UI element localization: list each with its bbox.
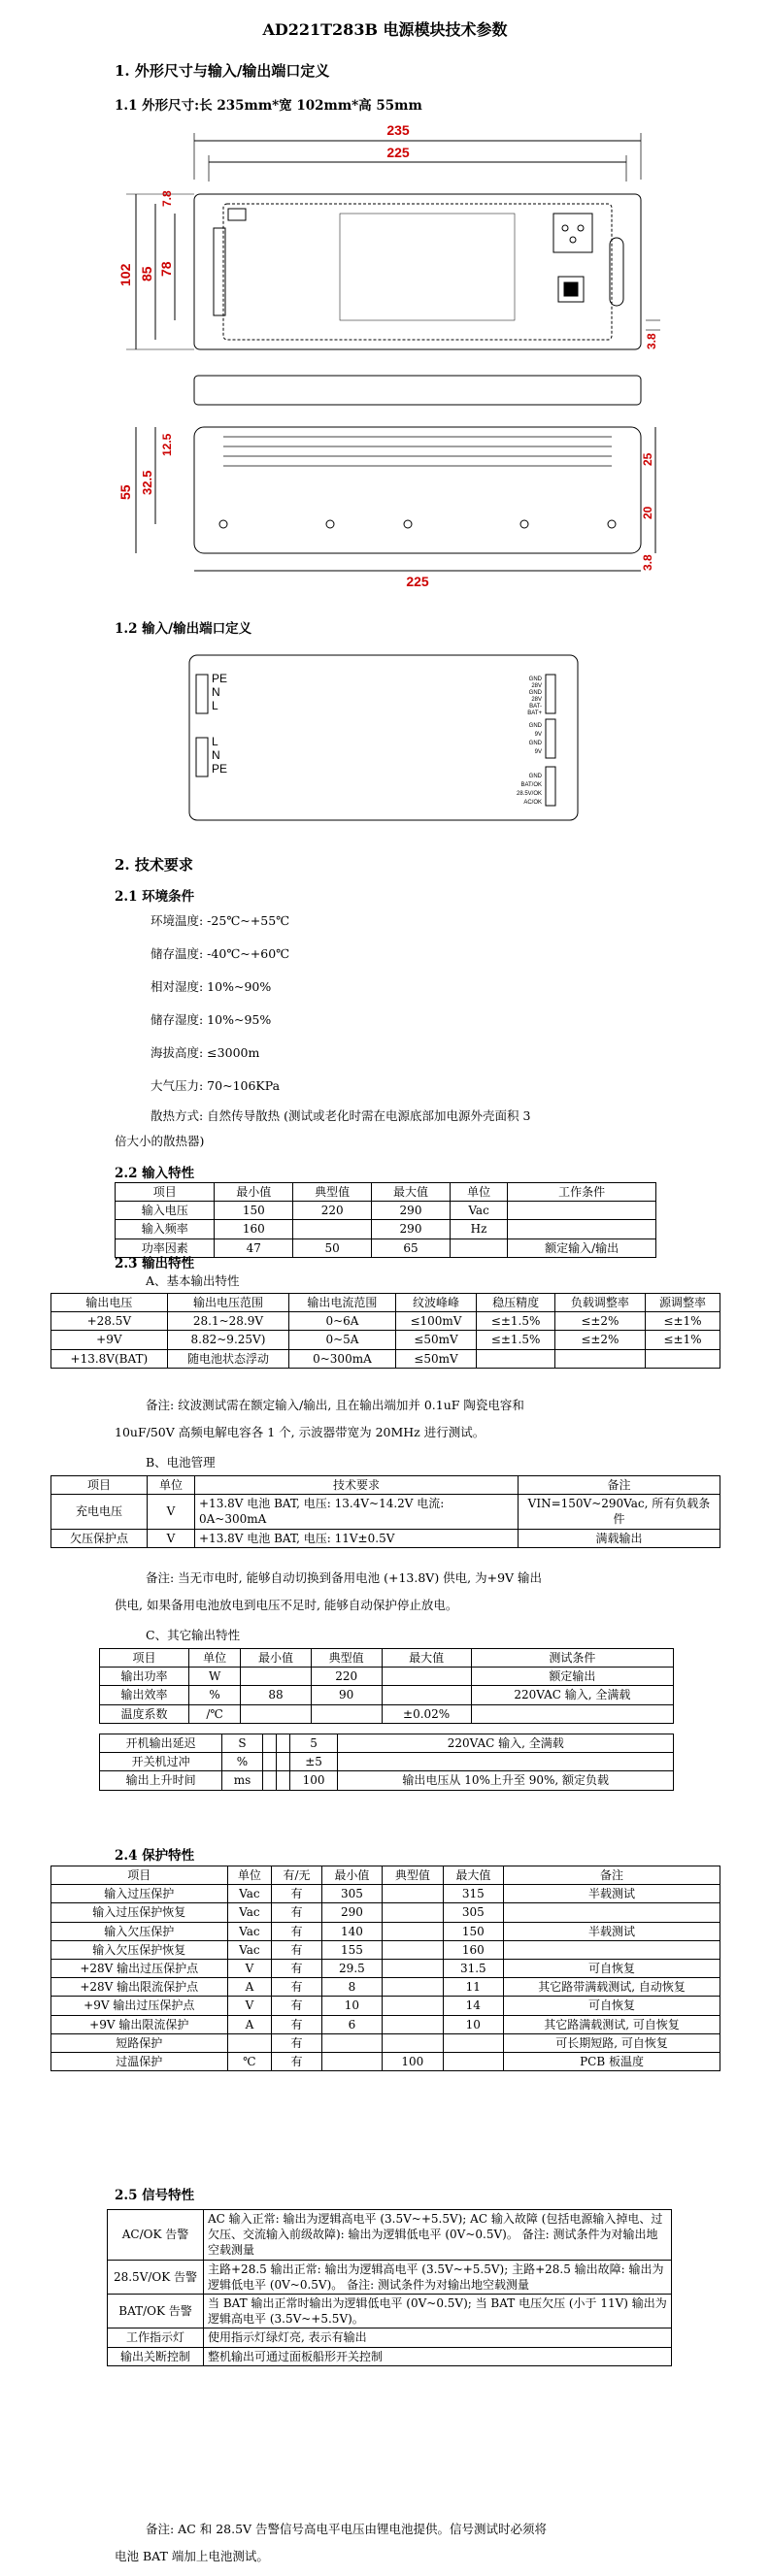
port-label: PE (212, 762, 228, 776)
protection-table: 项目 单位 有/无 最小值 典型值 最大值 备注 输入过压保护 Vac 有 305 315 半载测试 输入过压保护恢复 Vac 有 290 305 输入欠压保护 Vac 有 140 150 半载测试 输入欠压保护恢复 Vac 有 155 160 +28V 输出过压保护点 V 有 29.5 31.5 可自恢复 +28V 输出限流保护点 A 有 8 11 其它路带满载测试, 自动恢复 +9V 输出过压保护点 V 有 10 14 可自恢复 +9V 输出限流保护 A 有 6 10 其它路满载测试, 可自恢复 短路保护 有 可长期短路, 可自恢复 过温保护 ℃ 有 100 PCB 板温度 (50, 1866, 720, 2071)
section-2-heading: 2. 技术要求 (115, 856, 193, 874)
port-label: 9V (534, 732, 542, 738)
port-label: GND (528, 741, 542, 746)
port-label: 9V (534, 749, 542, 755)
table-row: +9V 输出限流保护 A 有 6 10 其它路满载测试, 可自恢复 (51, 2015, 720, 2033)
port-label: GND (528, 774, 542, 779)
output-a-note-2: 10uF/50V 高频电解电容各 1 个, 示波器带宽为 20MHz 进行测试。 (115, 1425, 485, 1439)
env-item: 海拔高度: ≤3000m (151, 1045, 260, 1060)
port-label: BAT/OK (520, 782, 542, 788)
output-c-label: C、其它输出特性 (146, 1628, 241, 1642)
signal-note-2: 电池 BAT 端加上电池测试。 (115, 2549, 269, 2563)
input-table: 项目 最小值 典型值 最大值 单位 工作条件 输入电压 150 220 290 Vac 输入频率 160 290 Hz 功率因素 47 50 65 额定输入/输出 (115, 1182, 656, 1258)
port-right-a-labels (527, 677, 542, 716)
dim-3-8-side: 3.8 (641, 554, 654, 571)
table-row: +28V 输出限流保护点 A 有 8 11 其它路带满载测试, 自动恢复 (51, 1978, 720, 1997)
section-1-1-heading: 1.1 外形尺寸:长 235mm*宽 102mm*高 55mm (115, 98, 422, 114)
dim-225-side: 225 (406, 574, 429, 589)
table-row: 短路保护 有 可长期短路, 可自恢复 (51, 2033, 720, 2052)
port-right-c-labels (517, 774, 543, 806)
port-label: 28V (531, 683, 542, 689)
protection-heading: 2.4 保护特性 (115, 1848, 195, 1864)
output-heading: 2.3 输出特性 (115, 1256, 195, 1271)
port-label: L (212, 735, 218, 748)
table-row: +9V 输出过压保护点 V 有 10 14 可自恢复 (51, 1997, 720, 2015)
table-row: 输出功率 W 220 额定输出 (100, 1668, 674, 1686)
dim-32-5: 32.5 (140, 470, 154, 495)
env-list (151, 905, 289, 1103)
port-label: 28V (531, 697, 542, 703)
dim-225-top: 225 (386, 145, 410, 160)
table-row: 输入过压保护 Vac 有 305 315 半载测试 (51, 1885, 720, 1903)
table-row: 输出关断控制 整机输出可通过面板船形开关控制 (108, 2347, 672, 2365)
dim-20: 20 (641, 506, 654, 519)
dim-235: 235 (386, 122, 410, 138)
table-row: 28.5V/OK 告警 主路+28.5 输出正常: 输出为逻辑高电平 (3.5V~+5.5V); 主路+28.5 输出故障: 输出为逻辑低电平 (0V~0.5V)。 备注: 测试条件为对输出地空载测量 (108, 2260, 672, 2294)
port-label: GND (528, 677, 542, 682)
port-definition-drawing (175, 645, 592, 830)
table-row: 输入欠压保护 Vac 有 140 150 半载测试 (51, 1922, 720, 1940)
table-row: +28V 输出过压保护点 V 有 29.5 31.5 可自恢复 (51, 1959, 720, 1977)
port-label: GND (528, 690, 542, 696)
port-label: N (212, 685, 220, 699)
table-row: +13.8V(BAT) 随电池状态浮动 0~300mA ≤50mV (51, 1349, 720, 1368)
table-row: 输入过压保护恢复 Vac 有 290 305 (51, 1903, 720, 1922)
port-left-top-labels (212, 672, 227, 712)
output-a-label: A、基本输出特性 (146, 1273, 240, 1288)
port-label: AC/OK (523, 800, 542, 806)
table-row: 开机输出延迟 S 5 220VAC 输入, 全满载 (100, 1734, 674, 1753)
env-heading: 2.1 环境条件 (115, 889, 195, 905)
input-heading: 2.2 输入特性 (115, 1166, 195, 1181)
port-label: BAT+ (527, 710, 542, 716)
port-left-bottom-labels (212, 735, 227, 776)
table-row: +28.5V 28.1~28.9V 0~6A ≤100mV ≤±1.5% ≤±2% ≤±1% (51, 1312, 720, 1331)
table-row: AC/OK 告警 AC 输入正常: 输出为逻辑高电平 (3.5V~+5.5V); AC 输入故障 (包括电源输入掉电、过欠压、交流输入前级故障): 输出为逻辑低电平 (0V~0.5V)。 备注: 测试条件为对输出地空载测量 (108, 2210, 672, 2261)
port-right-b-labels (529, 723, 543, 755)
dim-85: 85 (139, 266, 154, 281)
table-row: 温度系数 /℃ ±0.02% (100, 1704, 674, 1723)
output-b-label: B、电池管理 (146, 1455, 216, 1470)
signal-heading: 2.5 信号特性 (115, 2188, 195, 2203)
top-view-drawing (117, 121, 660, 408)
port-label: L (212, 699, 218, 712)
table-row: +9V 8.82~9.25V) 0~5A ≤50mV ≤±1.5% ≤±2% ≤±1% (51, 1331, 720, 1349)
table-row: 充电电压 V +13.8V 电池 BAT, 电压: 13.4V~14.2V 电流: 0A~300mA VIN=150V~290Vac, 所有负载条件 (51, 1495, 720, 1529)
env-cooling-line1: 散热方式: 自然传导散热 (测试或老化时需在电源底部加电源外壳面积 3 (151, 1108, 531, 1123)
port-label: GND (528, 723, 542, 729)
env-item: 环境温度: -25℃~+55℃ (151, 913, 290, 928)
dim-25: 25 (641, 452, 654, 466)
env-cooling-line2: 倍大小的散热器) (115, 1134, 205, 1148)
table-row: 输出效率 % 88 90 220VAC 输入, 全满载 (100, 1686, 674, 1704)
dim-55: 55 (117, 484, 133, 500)
side-view-drawing (117, 408, 660, 592)
signal-note-1: 备注: AC 和 28.5V 告警信号高电平电压由锂电池提供。信号测试时必须将 (146, 2522, 548, 2536)
section-1-2-heading: 1.2 输入/输出端口定义 (115, 621, 252, 637)
dim-102: 102 (117, 263, 133, 286)
env-item: 储存湿度: 10%~95% (151, 1012, 272, 1027)
dim-3-8-top: 3.8 (645, 333, 658, 349)
doc-title: AD221T283B 电源模块技术参数 (262, 20, 508, 39)
other-output-table-2 (99, 1734, 674, 1791)
table-row: 开关机过冲 % ±5 (100, 1753, 674, 1771)
dim-7-8: 7.8 (160, 190, 174, 207)
port-label: 28.5V/OK (516, 791, 542, 797)
table-row: 功率因素 47 50 65 额定输入/输出 (116, 1238, 656, 1257)
table-row: 输入频率 160 290 Hz (116, 1220, 656, 1238)
table-row: 输入欠压保护恢复 Vac 有 155 160 (51, 1940, 720, 1959)
output-b-note-1: 备注: 当无市电时, 能够自动切换到备用电池 (+13.8V) 供电, 为+9V 输出 (146, 1570, 543, 1585)
table-row: 输出上升时间 ms 100 输出电压从 10%上升至 90%, 额定负载 (100, 1771, 674, 1790)
port-label: PE (212, 672, 228, 685)
port-label: N (212, 748, 220, 762)
dim-78: 78 (158, 261, 174, 277)
table-row: BAT/OK 告警 当 BAT 输出正常时输出为逻辑低电平 (0V~0.5V); 当 BAT 电压欠压 (小于 11V) 输出为逻辑高电平 (3.5V~+5.5V)。 (108, 2294, 672, 2328)
env-item: 相对湿度: 10%~90% (151, 979, 272, 994)
section-1-heading: 1. 外形尺寸与输入/输出端口定义 (115, 62, 330, 80)
output-b-note-2: 供电, 如果备用电池放电到电压不足时, 能够自动保护停止放电。 (115, 1598, 458, 1612)
output-basic-table: 输出电压 输出电压范围 输出电流范围 纹波峰峰 稳压精度 负载调整率 源调整率 +28.5V 28.1~28.9V 0~6A ≤100mV ≤±1.5% ≤±2% ≤±1% +9V 8.82~9.25V) 0~5A ≤50mV ≤±1.5% ≤±2% ≤±1% +13.8V(BAT) 随电池状态浮动 0~300mA ≤50mV (50, 1293, 720, 1369)
signal-table (107, 2209, 672, 2366)
table-row: 过温保护 ℃ 有 100 PCB 板温度 (51, 2052, 720, 2070)
env-item: 储存温度: -40℃~+60℃ (151, 946, 290, 961)
battery-table: 项目 单位 技术要求 备注 充电电压 V +13.8V 电池 BAT, 电压: 13.4V~14.2V 电流: 0A~300mA VIN=150V~290Vac, 所有负载条件 欠压保护点 V +13.8V 电池 BAT, 电压: 11V±0.5V 满载输出 (50, 1475, 720, 1548)
table-row: 欠压保护点 V +13.8V 电池 BAT, 电压: 11V±0.5V 满载输出 (51, 1529, 720, 1547)
port-label: BAT- (529, 704, 542, 710)
table-row: 工作指示灯 使用指示灯绿灯亮, 表示有输出 (108, 2328, 672, 2347)
other-output-table: 项目 单位 最小值 典型值 最大值 测试条件 输出功率 W 220 额定输出 输出效率 % 88 90 220VAC 输入, 全满载 温度系数 /℃ ±0.02% (99, 1648, 674, 1724)
table-row: 输入电压 150 220 290 Vac (116, 1202, 656, 1220)
env-item: 大气压力: 70~106KPa (151, 1078, 281, 1093)
dim-12-5: 12.5 (160, 433, 174, 456)
output-a-note-1: 备注: 纹波测试需在额定输入/输出, 且在输出端加并 0.1uF 陶瓷电容和 (146, 1398, 524, 1412)
